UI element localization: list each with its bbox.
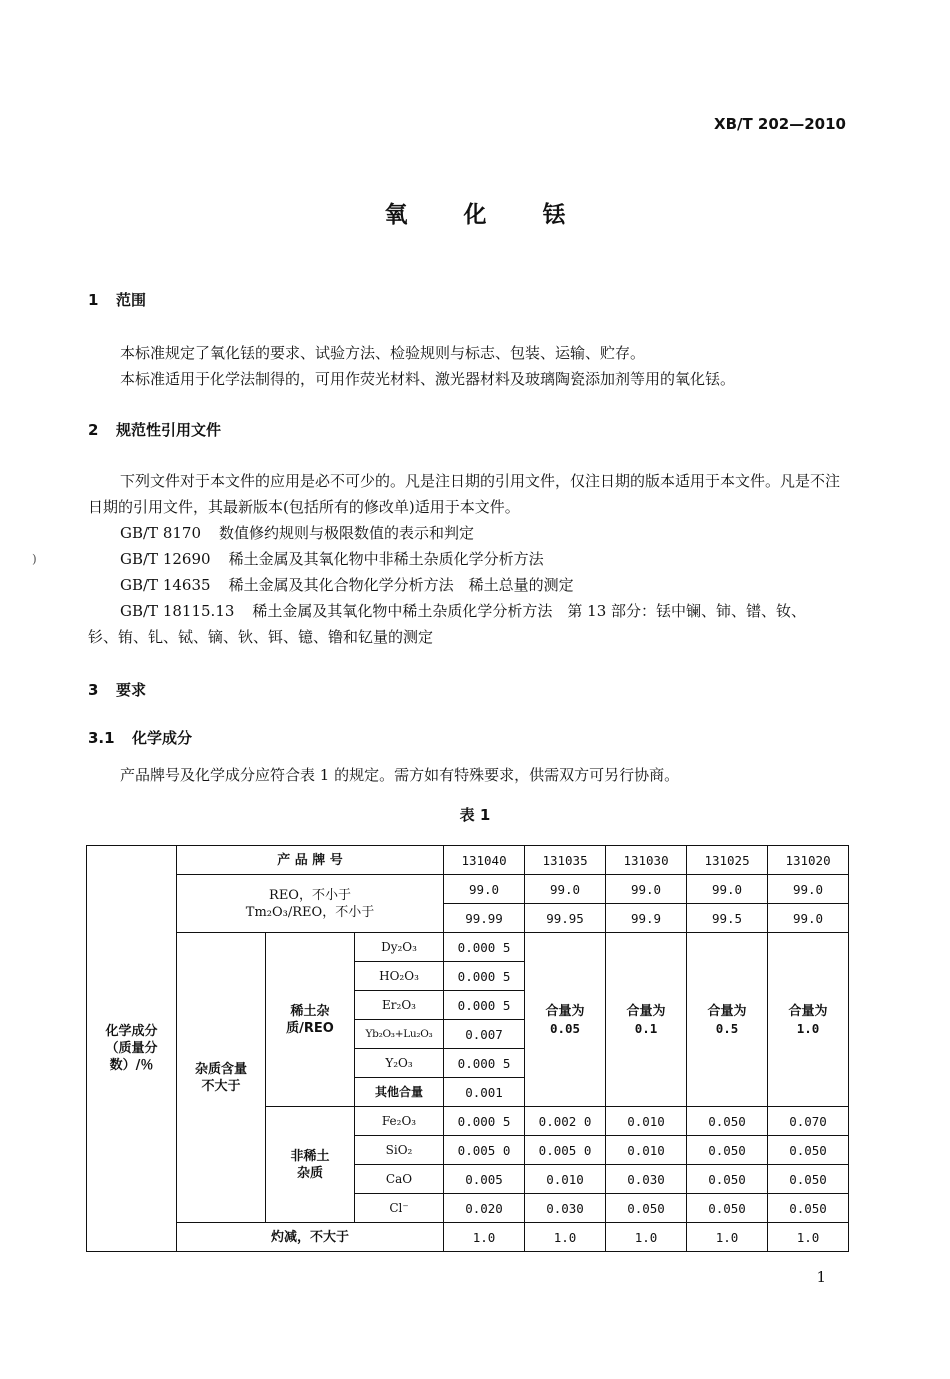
grade-cell: 131030 bbox=[606, 846, 687, 875]
section-3-1-paragraph: 产品牌号及化学成分应符合表 1 的规定。需方如有特殊要求，供需双方可另行协商。 bbox=[120, 766, 680, 784]
group-label-line: 化学成分 bbox=[105, 1024, 158, 1039]
non-re-impurity-label bbox=[266, 1107, 355, 1223]
reference-code: GB/T 14635 bbox=[120, 576, 211, 594]
section-3-1-heading bbox=[88, 727, 192, 748]
total-cell bbox=[525, 933, 606, 1107]
section-title: 范围 bbox=[116, 291, 147, 309]
component-cell: Dy₂O₃ bbox=[355, 933, 444, 962]
loi-value: 1.0 bbox=[525, 1223, 606, 1252]
reo-value: 99.0 bbox=[768, 875, 849, 904]
non-re-value: 0.050 bbox=[687, 1165, 768, 1194]
reference-title: 稀土金属及其化合物化学分析方法 稀土总量的测定 bbox=[228, 576, 574, 594]
section-number: 2 bbox=[88, 421, 99, 439]
re-value: 0.000 5 bbox=[444, 991, 525, 1020]
page-title bbox=[0, 196, 950, 229]
re-value: 0.001 bbox=[444, 1078, 525, 1107]
non-re-line: 非稀土 bbox=[290, 1148, 330, 1164]
loi-value: 1.0 bbox=[606, 1223, 687, 1252]
reo-value: 99.0 bbox=[606, 875, 687, 904]
non-re-value: 0.050 bbox=[687, 1107, 768, 1136]
total-value: 0.05 bbox=[549, 1020, 581, 1036]
reference-item bbox=[120, 572, 574, 598]
non-re-value: 0.010 bbox=[525, 1165, 606, 1194]
component-cell: Yb₂O₃+Lu₂O₃ bbox=[355, 1020, 444, 1049]
section-1-paragraph-2: 本标准适用于化学法制得的，可用作荧光材料、激光器材料及玻璃陶瓷添加剂等用的氧化铥。 bbox=[120, 370, 736, 388]
non-re-value: 0.050 bbox=[768, 1136, 849, 1165]
grade-cell: 131040 bbox=[444, 846, 525, 875]
reference-code: GB/T 8170 bbox=[120, 524, 202, 542]
total-value: 1.0 bbox=[796, 1020, 820, 1036]
grade-cell: 131025 bbox=[687, 846, 768, 875]
reo-value: 99.0 bbox=[444, 875, 525, 904]
reference-title: 稀土金属及其氧化物中稀土杂质化学分析方法 第 13 部分：铥中镧、铈、镨、钕、 bbox=[252, 602, 807, 620]
group-label-line: 数）/％ bbox=[109, 1058, 154, 1073]
section-1-paragraph-1: 本标准规定了氧化铥的要求、试验方法、检验规则与标志、包装、运输、贮存。 bbox=[120, 344, 646, 362]
non-re-value: 0.030 bbox=[525, 1194, 606, 1223]
ratio-value: 99.0 bbox=[768, 904, 849, 933]
title-char: 氧 bbox=[384, 202, 408, 228]
total-label: 合量为 bbox=[545, 1003, 585, 1019]
margin-mark: ) bbox=[32, 552, 37, 566]
section-2-intro: 下列文件对于本文件的应用是必不可少的。凡是注日期的引用文件，仅注日期的版本适用于本文件。凡是不注日期的引用文件，其最新版本(包括所有的修改单)适用于本文件。 bbox=[88, 472, 841, 516]
chemical-composition-table bbox=[86, 845, 849, 1252]
loi-label: 灼减，不大于 bbox=[177, 1223, 444, 1252]
reference-item bbox=[120, 598, 806, 624]
grade-header: 产 品 牌 号 bbox=[177, 846, 444, 875]
re-impurity-line: 稀土杂 bbox=[290, 1003, 330, 1019]
re-value: 0.000 5 bbox=[444, 962, 525, 991]
section-title: 要求 bbox=[116, 681, 147, 699]
reference-title: 稀土金属及其氧化物中非稀土杂质化学分析方法 bbox=[228, 550, 544, 568]
loi-value: 1.0 bbox=[687, 1223, 768, 1252]
component-cell: Y₂O₃ bbox=[355, 1049, 444, 1078]
grade-cell: 131035 bbox=[525, 846, 606, 875]
non-re-value: 0.000 5 bbox=[444, 1107, 525, 1136]
ratio-value: 99.9 bbox=[606, 904, 687, 933]
section-number: 3.1 bbox=[88, 729, 115, 747]
section-3-heading bbox=[88, 679, 146, 700]
section-number: 3 bbox=[88, 681, 99, 699]
component-cell: CaO bbox=[355, 1165, 444, 1194]
non-re-line: 杂质 bbox=[296, 1165, 323, 1181]
non-re-value: 0.010 bbox=[606, 1136, 687, 1165]
non-re-value: 0.005 0 bbox=[444, 1136, 525, 1165]
total-label: 合量为 bbox=[788, 1003, 828, 1019]
section-title: 规范性引用文件 bbox=[116, 421, 222, 439]
grade-cell: 131020 bbox=[768, 846, 849, 875]
re-impurity-line: 质/REO bbox=[286, 1020, 334, 1036]
total-cell bbox=[768, 933, 849, 1107]
total-label: 合量为 bbox=[707, 1003, 747, 1019]
section-2-heading bbox=[88, 419, 221, 440]
reference-title: 数值修约规则与极限数值的表示和判定 bbox=[219, 524, 475, 542]
non-re-value: 0.010 bbox=[606, 1107, 687, 1136]
impurity-group-label bbox=[177, 933, 266, 1223]
component-cell: 其他合量 bbox=[355, 1078, 444, 1107]
total-value: 0.1 bbox=[634, 1020, 658, 1036]
reference-item bbox=[120, 520, 474, 546]
impurity-label-line: 不大于 bbox=[201, 1078, 241, 1094]
total-label: 合量为 bbox=[626, 1003, 666, 1019]
total-cell bbox=[606, 933, 687, 1107]
non-re-value: 0.050 bbox=[687, 1136, 768, 1165]
re-value: 0.000 5 bbox=[444, 933, 525, 962]
section-1-heading bbox=[88, 289, 146, 310]
component-cell: SiO₂ bbox=[355, 1136, 444, 1165]
total-cell bbox=[687, 933, 768, 1107]
non-re-value: 0.005 0 bbox=[525, 1136, 606, 1165]
reo-label: REO，不小于 bbox=[269, 887, 351, 903]
reo-label-cell bbox=[177, 875, 444, 933]
non-re-value: 0.050 bbox=[768, 1165, 849, 1194]
component-cell: Cl⁻ bbox=[355, 1194, 444, 1223]
page-number: 1 bbox=[816, 1268, 826, 1286]
reo-value: 99.0 bbox=[687, 875, 768, 904]
ratio-value: 99.95 bbox=[525, 904, 606, 933]
reference-code: GB/T 18115.13 bbox=[120, 602, 235, 620]
re-value: 0.000 5 bbox=[444, 1049, 525, 1078]
document-code: XB/T 202—2010 bbox=[714, 115, 846, 133]
reference-item bbox=[120, 546, 544, 572]
re-value: 0.007 bbox=[444, 1020, 525, 1049]
ratio-value: 99.5 bbox=[687, 904, 768, 933]
total-value: 0.5 bbox=[715, 1020, 739, 1036]
reference-continuation: 钐、铕、钆、铽、镝、钬、铒、镱、镥和钇量的测定 bbox=[88, 628, 434, 646]
non-re-value: 0.050 bbox=[768, 1194, 849, 1223]
section-title: 化学成分 bbox=[132, 729, 193, 747]
impurity-label-line: 杂质含量 bbox=[194, 1061, 247, 1077]
reference-code: GB/T 12690 bbox=[120, 550, 211, 568]
table-caption: 表 1 bbox=[459, 806, 491, 824]
non-re-value: 0.050 bbox=[687, 1194, 768, 1223]
component-cell: Er₂O₃ bbox=[355, 991, 444, 1020]
non-re-value: 0.050 bbox=[606, 1194, 687, 1223]
group-label-line: （质量分 bbox=[105, 1041, 158, 1056]
table-group-label bbox=[87, 846, 177, 1252]
loi-value: 1.0 bbox=[768, 1223, 849, 1252]
section-number: 1 bbox=[88, 291, 99, 309]
component-cell: Fe₂O₃ bbox=[355, 1107, 444, 1136]
component-cell: HO₂O₃ bbox=[355, 962, 444, 991]
reo-value: 99.0 bbox=[525, 875, 606, 904]
ratio-label: Tm₂O₃/REO，不小于 bbox=[245, 904, 375, 920]
title-char: 铥 bbox=[542, 202, 566, 228]
re-impurity-label bbox=[266, 933, 355, 1107]
loi-value: 1.0 bbox=[444, 1223, 525, 1252]
non-re-value: 0.005 bbox=[444, 1165, 525, 1194]
title-char: 化 bbox=[463, 202, 487, 228]
non-re-value: 0.070 bbox=[768, 1107, 849, 1136]
non-re-value: 0.030 bbox=[606, 1165, 687, 1194]
non-re-value: 0.002 0 bbox=[525, 1107, 606, 1136]
non-re-value: 0.020 bbox=[444, 1194, 525, 1223]
ratio-value: 99.99 bbox=[444, 904, 525, 933]
